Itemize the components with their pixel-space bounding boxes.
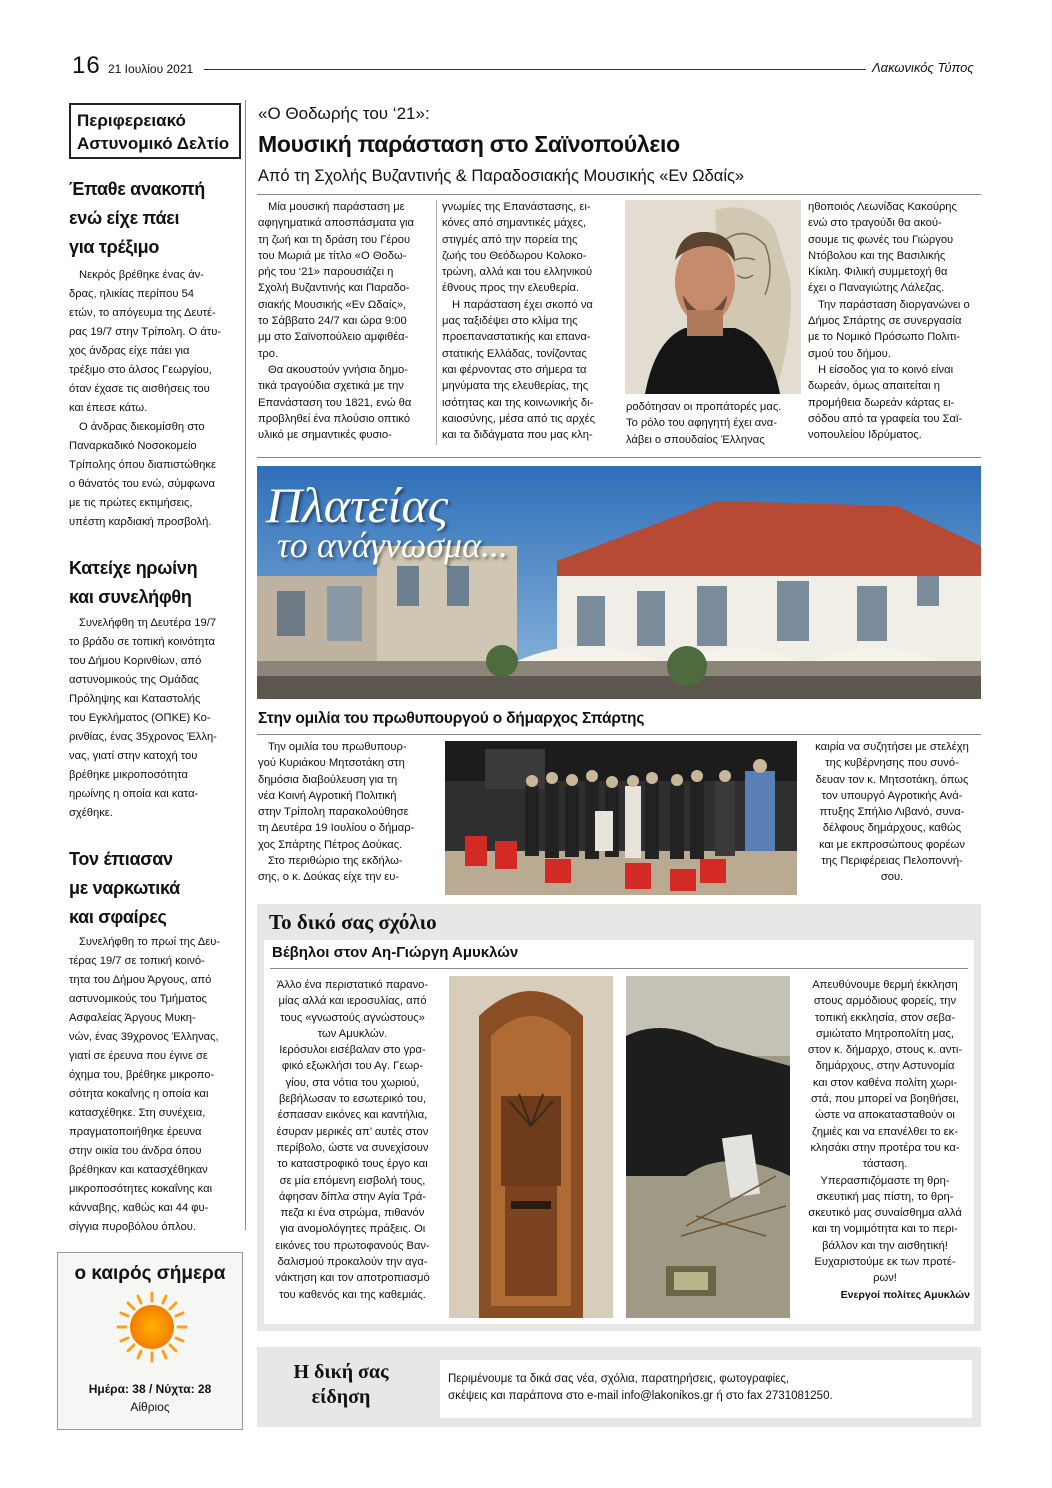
top-article-col-3	[626, 399, 798, 448]
text-line: τρέξιμο στο άλσος Γεωργίου,	[69, 364, 212, 376]
text-line: σμού του δήμου.	[808, 347, 891, 360]
text-line: σότητα κοκαΐνης η οποία και	[69, 1088, 209, 1100]
text-line: σης, ο κ. Δούκας είχε την ευ-	[258, 871, 400, 884]
text-line: πεζα κι ένα στρώμα, πιθανόν	[280, 1207, 425, 1220]
police-bulletin-box	[69, 103, 241, 159]
text-line: κατασχέθηκε. Στη συνέχεια,	[69, 1107, 206, 1119]
text-line: μικροποσότητες κοκαΐνης και	[69, 1183, 213, 1195]
page-number: 16	[72, 52, 101, 79]
text-line: ηρωίνης η οποία και κατα-	[69, 788, 199, 800]
text-line: Υπερασπιζόμαστε τη θρη-	[820, 1174, 950, 1187]
rule	[257, 194, 981, 195]
text-line: ζωής του Θεόδωρου Κολοκο-	[442, 249, 587, 262]
weather-temperatures: Ημέρα: 38 / Νύχτα: 28	[88, 1382, 212, 1396]
text-line: ρής του ‘21» παρουσιάζει η	[258, 266, 394, 279]
text-line: υπέστη καρδιακή προσβολή.	[69, 516, 212, 528]
text-line: δευαν τον κ. Μητσοτάκη, όπως	[815, 773, 969, 786]
chapel-damage-photo	[626, 976, 790, 1318]
text-line: περίβολο, ώστε να συνεχίσουν	[276, 1141, 429, 1154]
text-line: τη Δευτέρα 19 Ιουλίου ο δήμαρ-	[258, 822, 415, 835]
text-line: σκέψεις και παράπονα στο e-mail info@lakonikos.gr ή στο fax 2731081250.	[448, 1390, 833, 1402]
text-line: σχέθηκε.	[69, 807, 113, 819]
text-line: Συνελήφθη τη Δευτέρα 19/7	[79, 617, 217, 629]
text-line: μηνύματα της ελευθερίας, της	[442, 380, 589, 393]
text-line: πραγματοποιήθηκε έρευνα	[69, 1126, 202, 1138]
text-line: με τις πρώτες εκτιμήσεις,	[69, 497, 193, 509]
text-line: μμ στο Σαϊνοπούλειο αμφιθέα-	[258, 331, 409, 344]
text-line: και έπεσε κάτω.	[69, 402, 148, 414]
text-line: με το Νομικό Πρόσωπο Πολιτι-	[808, 331, 960, 344]
text-line: γνωμίες της Επανάστασης, ει-	[442, 201, 591, 213]
article-kicker: «Ο Θοδωρής του ‘21»:	[258, 104, 430, 123]
sun-icon	[116, 1291, 188, 1363]
text-line: Απευθύνουμε θερμή έκκληση	[812, 979, 958, 991]
text-line: υλικό με σημαντικές φυσιο-	[258, 429, 392, 442]
text-line: δαλισμού προκαλούν την αγα-	[277, 1256, 428, 1269]
top-article-col-1	[258, 199, 431, 443]
text-line: βρέθηκε μικροποσότητα	[69, 769, 188, 781]
text-line: Περιμένουμε τα δικά σας νέα, σχόλια, παρατηρήσεις, φωτογραφίες,	[448, 1373, 790, 1385]
text-line: τρο.	[258, 347, 279, 360]
text-line: Το ρόλο του αφηγητή έχει ανα-	[626, 417, 777, 430]
comment-col-left	[270, 977, 435, 1303]
text-line: Παναρκαδικό Νοσοκομείο	[69, 440, 197, 452]
text-line: βάλλον και την αισθητική!	[822, 1239, 948, 1252]
text-line: στιγμές από την πορεία της	[442, 233, 578, 246]
heading-line: ενώ είχε πάει	[69, 208, 180, 228]
text-line: γίου, στα νότια του χωριού,	[285, 1076, 420, 1089]
heading-line: Τον έπιασαν	[69, 849, 173, 869]
text-line: σουμε τις φωνές του Γιώργου	[808, 233, 954, 246]
text-line: δωρεάν, όμως απαιτείται η	[808, 380, 940, 393]
text-line: Πρόληψης και Καταστολής	[69, 693, 201, 705]
text-line: φικό εξωκλήσι του Αγ. Γεωρ-	[281, 1060, 424, 1073]
text-line: τρώνη, αλλά και του ελληνικού	[442, 266, 593, 279]
text-line: δημάρχους, στην Αστυνομία	[815, 1060, 955, 1073]
text-line: νας, γιατί στην κατοχή του	[69, 750, 198, 762]
text-line: και στον καθένα πολίτη χωρι-	[812, 1076, 958, 1089]
text-line: αφηγηματικά αποσπάσματα για	[258, 217, 414, 230]
text-line: τους «γνωστούς αγνώστους»	[280, 1011, 425, 1024]
weather-title: ο καιρός σήμερα	[74, 1263, 226, 1284]
your-news-text	[440, 1360, 972, 1418]
article-2-col-right	[806, 739, 978, 886]
article-2-title: Στην ομιλία του πρωθυπουργού ο δήμαρχος Σπάρτης	[258, 710, 645, 727]
text-line: μίας αλλά και ιεροσυλίας, από	[278, 995, 427, 1008]
text-line: σίγγια πυροβόλου όπλου.	[69, 1221, 197, 1233]
text-line: προβληθεί ένα πλούσιο οπτικό	[258, 412, 411, 425]
heading-line: Έπαθε ανακοπή	[69, 179, 205, 199]
article-heading	[69, 554, 241, 612]
text-line: νέα Κοινή Αγροτική Πολιτική	[258, 789, 397, 802]
top-article-col-2	[442, 199, 614, 443]
article-title: Μουσική παράσταση στο Σαϊνοπούλειο	[258, 131, 680, 157]
text-line: έχει ο Παναγιώτης Λάλεζας.	[808, 282, 945, 295]
text-line: τικά τραγούδια σχετικά με την	[258, 380, 404, 393]
article-heading	[69, 845, 241, 932]
text-line: γιατί σε έρευνα που έγινε σε	[69, 1050, 208, 1062]
chapel-interior-photo	[449, 976, 613, 1318]
text-line: Δήμος Σπάρτης σε συνεργασία	[808, 315, 962, 328]
police-bulletin-title-1: Περιφερειακό	[77, 111, 186, 130]
text-line: Θα ακουστούν γνήσια δημο-	[268, 363, 408, 376]
text-line: στους αρμόδιους φορείς, την	[813, 995, 957, 1008]
text-line: αστυνομικούς της Ομάδας	[69, 674, 199, 686]
column-separator	[245, 100, 246, 1230]
text-line: του Εγκλήματος (ΟΠΚΕ) Κο-	[69, 712, 211, 724]
text-line: και τα διδάγματα που μας κλη-	[442, 429, 593, 442]
text-line: και φέρνοντας στο σήμερα τα	[442, 363, 587, 376]
text-line: και τη νομιμότητα και το περι-	[812, 1223, 958, 1236]
text-line: σόδου από τα γραφεία του Σαϊ-	[808, 412, 963, 425]
article-2-col-left	[258, 739, 441, 886]
text-line: ηθοποιός Λεωνίδας Κακούρης	[808, 201, 957, 213]
police-bulletin-title-2: Αστυνομικό Δελτίο	[77, 134, 230, 153]
issue-date: 21 Ιουλίου 2021	[108, 62, 194, 76]
rule	[270, 968, 968, 969]
text-line: το καταστροφικό τους έργο και	[277, 1158, 428, 1171]
text-line: βρέθηκαν και κατασχέθηκαν	[69, 1164, 208, 1176]
publication-name: Λακωνικός Τύπος	[872, 60, 974, 75]
text-line: καιοσύνης, μέσα από τις αρχές	[442, 412, 595, 425]
text-line: καιρία να συζητήσει με στελέχη	[815, 741, 969, 753]
text-line: τέρας 19/7 σε τοπική κοινό-	[69, 955, 205, 967]
text-line: μας ταξιδέψει στο κλίμα της	[442, 315, 578, 328]
text-line: τητα του Δήμου Άργους, από	[69, 974, 212, 986]
text-line: έσυραν μερικές απ’ αυτές στον	[276, 1125, 429, 1138]
comment-col-right	[800, 977, 970, 1303]
heading-line: Κατείχε ηρωίνη	[69, 558, 198, 578]
comment-signature: Ενεργοί πολίτες Αμυκλών	[840, 1288, 970, 1301]
text-line: Ευχαριστούμε εκ των προτέ-	[814, 1256, 956, 1269]
text-line: Μία μουσική παράσταση με	[268, 201, 405, 213]
text-line: στον κ. δήμαρχο, στους κ. αντι-	[807, 1044, 963, 1057]
heading-line: και σφαίρες	[69, 907, 167, 927]
actor-portrait-photo	[625, 200, 801, 394]
text-line: Κίκιλη. Φιλική συμμετοχή θα	[808, 266, 948, 279]
text-line: τη ζωή και τη δράση του Γέρου	[258, 233, 411, 246]
rule	[257, 734, 981, 735]
text-line: κόνες από σημαντικές μάχες,	[442, 217, 587, 230]
text-line: του Δήμου Κορινθίων, από	[69, 655, 202, 667]
meeting-group-photo	[445, 741, 797, 895]
text-line: αστυνομικούς του Τμήματος	[69, 993, 207, 1005]
text-line: για ανομολόγητες πράξεις. Οι	[279, 1223, 426, 1236]
article-subtitle: Από τη Σχολής Βυζαντινής & Παραδοσιακής Μουσικής «Εν Ωδαίς»	[258, 167, 745, 185]
text-line: προμήθεια δωρεάν κάρτας ει-	[808, 396, 955, 409]
text-line: Σχολή Βυζαντινής και Παραδο-	[258, 282, 410, 295]
text-line: έθνους προς την ελευθερία.	[442, 282, 580, 295]
text-line: ρας 19/7 στην Τρίπολη. Ο άτυ-	[69, 326, 222, 338]
text-line: Ασφαλείας Άργους Μυκη-	[69, 1012, 196, 1024]
feature-title-line-2: το ανάγνωσμα...	[277, 525, 508, 565]
text-line: όταν έχασε τις αισθήσεις του	[69, 383, 210, 395]
text-line: ισότητας και της κοινωνικής δι-	[442, 396, 594, 409]
article-body	[69, 933, 241, 1237]
text-line: εικόνες του πρωτοφανούς Βαν-	[275, 1239, 430, 1252]
text-line: στην οικία του άνδρα όπου	[69, 1145, 202, 1157]
weather-box	[57, 1252, 243, 1430]
text-line: ζημιές και να επανέλθει το εκ-	[812, 1125, 958, 1138]
your-news-title	[268, 1360, 414, 1410]
text-line: σκευτική μας πίστη, το θρη-	[816, 1190, 954, 1203]
comment-section-title: Το δικό σας σχόλιο	[269, 910, 437, 934]
text-line: Νεκρός βρέθηκε ένας άν-	[79, 269, 205, 281]
article-heading	[69, 175, 241, 262]
text-line: Τρίπολης όπου διαπιστώθηκε	[69, 459, 216, 471]
text-line: στά, που μπορεί να βοηθήσει,	[810, 1093, 959, 1106]
text-line: προεπαναστατικής και επανα-	[442, 331, 591, 344]
text-line: το βράδυ σε τοπική κοινότητα	[69, 636, 215, 648]
text-line: ώστε να αποκατασταθούν οι	[815, 1109, 955, 1122]
text-line: ενώ στο τραγούδι θα ακού-	[808, 217, 942, 230]
text-line: σε μία επόμενη εισβολή τους,	[279, 1174, 426, 1187]
text-line: ρινθίας, ένας 35χρονος Έλλη-	[69, 731, 217, 743]
text-line: κάνναβης, καθώς και 44 φυ-	[69, 1202, 209, 1214]
text-line: νάκτηση και τον αποτροπιασμό	[275, 1272, 430, 1285]
text-line: Η είσοδος για το κοινό είναι	[818, 363, 954, 376]
text-line: σιακής Μουσικής «Εν Ωδαίς»,	[258, 298, 407, 311]
text-line: Ιερόσυλοι εισέβαλαν στο γρα-	[279, 1044, 426, 1057]
text-line: το Σάββατο 24/7 και ώρα 9:00	[258, 315, 407, 328]
rule	[257, 457, 981, 458]
text-line: χος άνδρας είχε πάει για	[69, 345, 190, 357]
text-line: γού Κυριάκου Μητσοτάκη στη	[258, 757, 405, 770]
text-line: σου.	[880, 871, 904, 884]
text-line: νών, ένας 39χρονος Έλληνας,	[69, 1031, 219, 1043]
text-line: νοπουλείου Ιδρύματος.	[808, 429, 922, 442]
text-line: Την ομιλία του πρωθυπουρ-	[268, 741, 407, 753]
title-line: Η δική σας	[293, 1361, 389, 1383]
text-line: της Περιφέρειας Πελοποννή-	[821, 855, 963, 868]
text-line: Επανάσταση του 1821, ενώ θα	[258, 396, 412, 409]
text-line: όχημα του, βρέθηκε μικροπο-	[69, 1069, 215, 1081]
text-line: Ο άνδρας διεκομίσθη στο	[79, 421, 205, 433]
police-article-2	[69, 554, 241, 823]
text-line: βεβήλωσαν το εσωτερικό του,	[278, 1093, 427, 1106]
column-rule	[436, 200, 437, 445]
text-line: Η παράσταση έχει σκοπό να	[452, 298, 593, 311]
heading-line: και συνελήφθη	[69, 587, 192, 607]
text-line: ροδότησαν οι προπάτορές μας.	[626, 401, 782, 413]
text-line: Ντόβολου και της Βασιλικής	[808, 249, 946, 262]
text-line: Την παράσταση διοργανώνει ο	[818, 298, 970, 311]
text-line: στην Τρίπολη παρακολούθησε	[258, 806, 409, 819]
text-line: κλησάκι στην προτέρα του κα-	[810, 1141, 960, 1154]
text-line: και με εκπροσώπους φορέων	[819, 838, 965, 851]
text-line: στατικής Ελλάδας, τονίζοντας	[442, 347, 587, 360]
text-line: λάβει ο σπουδαίος Έλληνας	[626, 433, 765, 446]
article-body	[69, 614, 241, 823]
text-line: έσπασαν εικόνες και καντήλια,	[277, 1109, 428, 1122]
title-line: είδηση	[311, 1386, 371, 1408]
text-line: της κυβέρνησης που συνό-	[825, 757, 959, 770]
header-rule	[204, 69, 866, 70]
text-line: δημόσια διαβούλευση για τη	[258, 773, 398, 786]
text-line: χος Σπάρτης Πέτρος Δούκας.	[258, 838, 403, 851]
police-article-3	[69, 845, 241, 1237]
heading-line: για τρέξιμο	[69, 237, 160, 257]
text-line: των Αμυκλών.	[317, 1027, 388, 1040]
text-line: Συνελήφθη το πρωί της Δευ-	[79, 936, 221, 948]
top-article-col-4	[808, 199, 981, 443]
text-line: σκευτικό μας συναίσθημα αλλά	[808, 1207, 962, 1220]
feature-title-line-1: Πλατείας	[266, 477, 449, 533]
text-line: δέλφους δημάρχους, καθώς	[822, 822, 962, 835]
text-line: δρας, ηλικίας περίπου 54	[69, 288, 195, 300]
text-line: ο θάνατός του ενώ, σύμφωνα	[69, 478, 215, 490]
police-article-1	[69, 175, 241, 532]
text-line: ετών, το απόγευμα της Δευτέ-	[69, 307, 216, 319]
text-line: άφησαν δίπλα στην Αγία Τρά-	[278, 1190, 427, 1203]
comment-title: Βέβηλοι στον Αη-Γιώργη Αμυκλών	[272, 944, 519, 961]
text-line: πτυξης Σπήλιο Λιβανό, συνα-	[819, 806, 965, 819]
weather-condition: Αίθριος	[130, 1400, 170, 1414]
text-line: τοπική εκκλησία, στον σεβα-	[814, 1011, 956, 1024]
text-line: του Μωριά με τίτλο «Ο Θοδω-	[258, 249, 407, 262]
text-line: ρων!	[873, 1272, 897, 1285]
article-body	[69, 266, 241, 532]
heading-line: με ναρκωτικά	[69, 878, 180, 898]
text-line: τάσταση.	[862, 1158, 908, 1171]
text-line: τον υπουργό Αγροτικής Ανά-	[821, 789, 963, 802]
text-line: Στο περιθώριο της εκδήλω-	[268, 855, 403, 868]
text-line: σμιώτατο Μητροπολίτη μας,	[816, 1027, 954, 1040]
text-line: Άλλο ένα περιστατικό παρανο-	[276, 979, 429, 991]
text-line: του καθενός και της καθεμιάς.	[279, 1288, 426, 1301]
